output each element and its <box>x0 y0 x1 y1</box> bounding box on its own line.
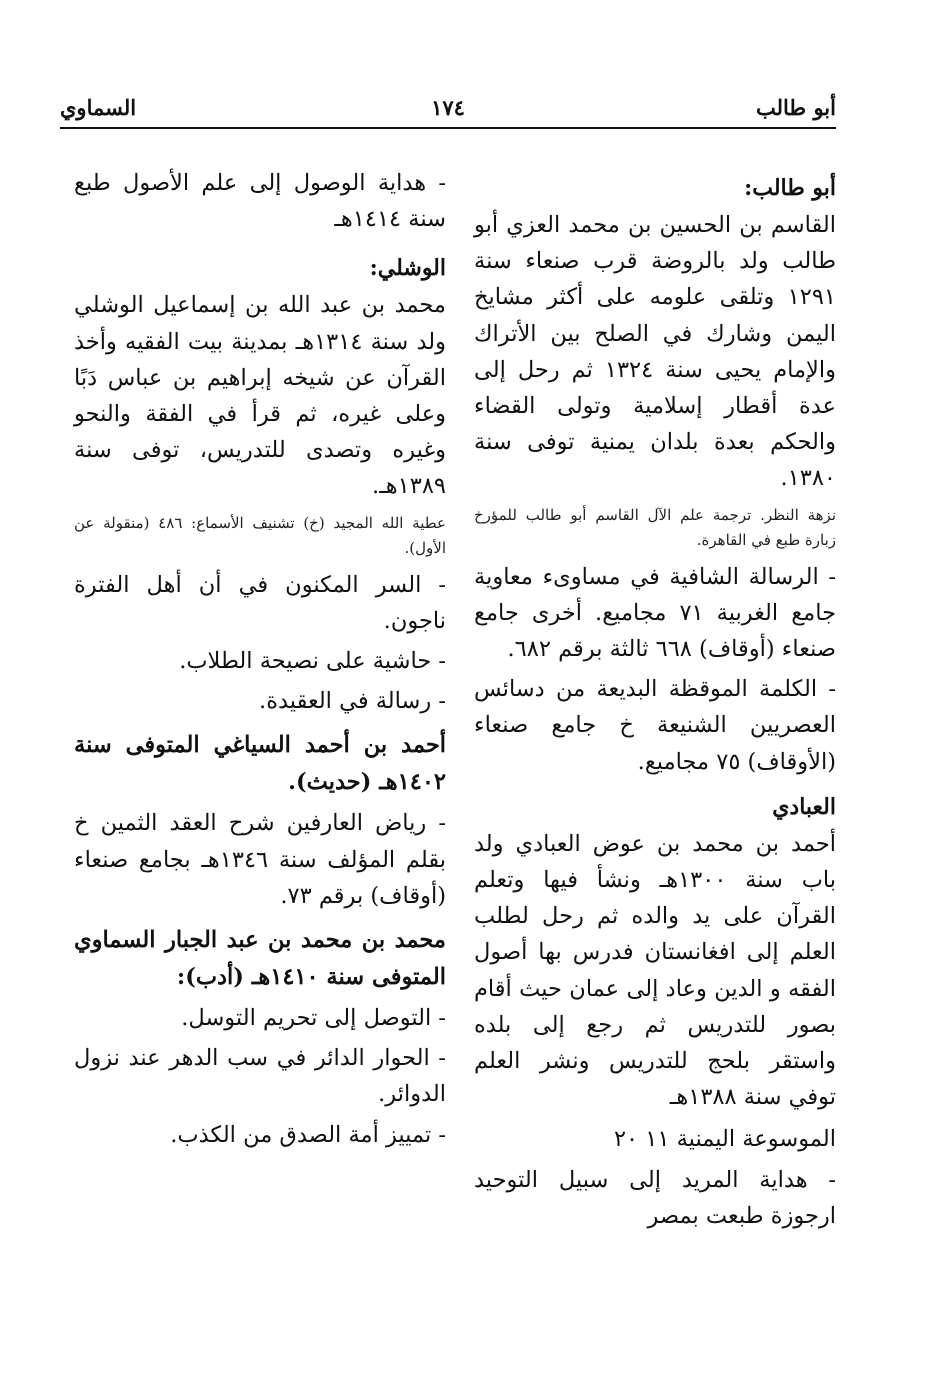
work-item: - رياض العارفين شرح العقد الثمين خ بقلم المؤلف سنة ١٣٤٦هـ بجامع صنعاء (أوقاف) برقم ٧٣. <box>74 810 446 909</box>
left-column <box>74 165 446 1157</box>
entry-source-abu-talib: نزهة النظر. ترجمة علم الآل القاسم أبو طالب للمؤرخ زبارة طبع في القاهرة. <box>474 505 836 549</box>
work-item: - تمييز أمة الصدق من الكذب. <box>170 1121 446 1148</box>
entry-heading-abu-talib: أبو طالب: <box>744 175 836 201</box>
entry-body-abu-talib: القاسم بن الحسين بن محمد العزي أبو طالب ولد بالروضة قرب صنعاء سنة ١٢٩١ وتلقى علومه على أكثر مشايخ اليمن وشارك في الصلح بين الأتراك والإمام يحيى سنة ١٣٢٤ ثم رحل إلى عدة أقطار إسلامية وتولى القضاء والحكم بعدة بلدان يمنية توفى سنة ١٣٨٠. <box>474 212 836 492</box>
work-item: - الكلمة الموقظة البديعة من دسائس العصريين الشنيعة خ جامع صنعاء (الأوقاف) ٧٥ مجاميع. <box>474 676 836 775</box>
right-column <box>474 165 836 1238</box>
entry-source-abbadi: الموسوعة اليمنية ١١ ٢٠ <box>613 1126 836 1153</box>
work-item: - رسالة في العقيدة. <box>259 688 446 715</box>
entry-body-abbadi: أحمد بن محمد بن عوض العبادي ولد باب سنة ١٣٠٠هـ ونشأ فيها وتعلم القرآن على يد والده ثم رحل لطلب العلم إلى افغانستان فدرس بها أصول الفقه و الدين وعاد إلى عمان حيث أقام بصور للتدريس ثم رجع إلى بلده واستقر بلحج للتدريس ونشر العلم توفي سنة ١٣٨٨هـ <box>474 830 836 1111</box>
work-item: - السر المكنون في أن أهل الفترة ناجون. <box>74 571 446 634</box>
work-item: - حاشية على نصيحة الطلاب. <box>179 648 446 675</box>
entry-heading-samawi: محمد بن محمد بن عبد الجبار السماوي المتوفى سنة ١٤١٠هـ (أدب): <box>74 927 446 991</box>
entry-heading-washli: الوشلي: <box>369 255 446 282</box>
page-number: ١٧٤ <box>431 95 465 120</box>
work-item: - هداية الوصول إلى علم الأصول طبع سنة ١٤١٤هـ <box>74 170 446 233</box>
header-rule <box>60 127 836 129</box>
entry-heading-abbadi: العبادي <box>772 793 836 820</box>
work-item: - هداية المريد إلى سبيل التوحيد ارجوزة طبعت بمصر <box>474 1166 836 1229</box>
work-item: - التوصل إلى تحريم التوسل. <box>181 1005 446 1032</box>
entry-heading-siyaghi: أحمد بن أحمد السياغي المتوفى سنة ١٤٠٢هـ (حديث). <box>74 732 446 796</box>
work-item: - الرسالة الشافية في مساوىء معاوية جامع الغربية ٧١ مجاميع. أخرى جامع صنعاء (أوقاف) ٦٦٨ ثالثة برقم ٦٨٢. <box>474 563 836 663</box>
running-head-last-entry: السماوي <box>60 95 137 120</box>
work-item: - الحوار الدائر في سب الدهر عند نزول الدوائر. <box>74 1045 446 1108</box>
entry-body-washli: محمد بن عبد الله بن إسماعيل الوشلي ولد سنة ١٣١٤هـ بمدينة بيت الفقيه وأخذ القرآن عن شيخه إبراهيم بن عباس دَبًا وعلى غيره، ثم قرأ في الفقة والنحو وغيره وتصدى للتدريس، توفى سنة ١٣٨٩هـ. <box>74 292 446 500</box>
running-head-entry-title: أبو طالب <box>756 95 836 120</box>
entry-source-washli: عطية الله المجيد (خ) تشنيف الأسماع: ٤٨٦ (منقولة عن الأول). <box>74 513 446 557</box>
running-head <box>60 95 836 129</box>
